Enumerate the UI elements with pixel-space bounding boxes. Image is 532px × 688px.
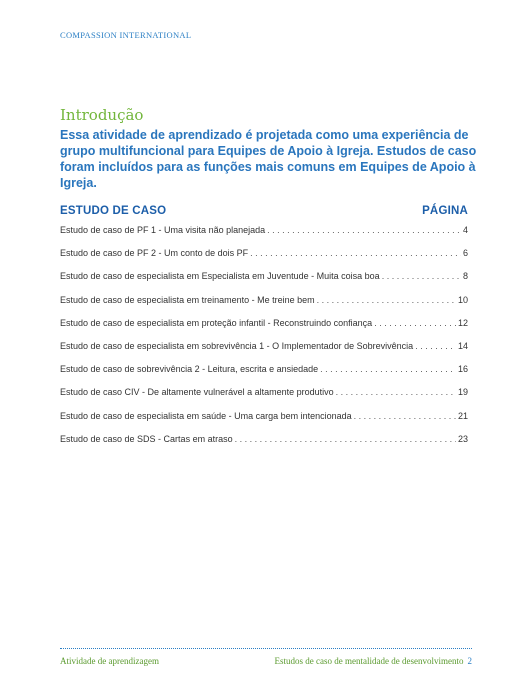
- toc-leader-dots: [415, 341, 456, 351]
- toc-entry-label: Estudo de caso de especialista em saúde - Uma carga bem intencionada: [60, 410, 352, 421]
- header-org: COMPASSION INTERNATIONAL: [60, 30, 192, 40]
- intro-title: Introdução: [60, 106, 144, 124]
- toc-entry-label: Estudo de caso de PF 2 - Um conto de dois PF: [60, 248, 249, 259]
- toc-leader-dots: [317, 295, 456, 305]
- toc-entry-page: 23: [457, 433, 468, 444]
- toc-entry[interactable]: [60, 387, 468, 410]
- toc-entry[interactable]: [60, 341, 468, 364]
- footer-page-number: 2: [467, 656, 472, 666]
- intro-text: Essa atividade de aprendizado é projetada como uma experiência de grupo multifuncional para Equipes de Apoio à Igreja. Estudos de caso foram incluídos para as funções mais comuns em Equipes de Apoio à Igreja.: [60, 128, 477, 190]
- toc-entry[interactable]: [60, 225, 468, 248]
- footer-divider: [60, 648, 472, 649]
- toc-leader-dots: [354, 411, 456, 421]
- toc-entry-page: 14: [457, 340, 468, 351]
- footer-right-text: Estudos de caso de mentalidade de desenvolvimento: [274, 656, 464, 666]
- toc-entry[interactable]: [60, 364, 468, 387]
- toc-entry-page: 19: [457, 387, 468, 398]
- toc-entry-page: 4: [462, 225, 468, 235]
- toc-col-page: PÁGINA: [422, 205, 468, 217]
- toc-entry[interactable]: [60, 271, 468, 294]
- toc-entry-label: Estudo de caso de especialista em Especialista em Juventude - Muita coisa boa: [60, 271, 380, 282]
- table-of-contents: [60, 225, 468, 457]
- toc-entry-label: Estudo de caso de sobrevivência 2 - Leitura, escrita e ansiedade: [60, 364, 319, 375]
- toc-entry-page: 16: [457, 364, 468, 375]
- toc-header: [60, 205, 468, 219]
- toc-leader-dots: [320, 364, 456, 374]
- toc-entry-label: Estudo de caso de PF 1 - Uma visita não planejada: [60, 225, 266, 235]
- footer-right: [275, 656, 472, 666]
- toc-leader-dots: [382, 271, 461, 281]
- toc-leader-dots: [250, 248, 461, 258]
- toc-entry[interactable]: [60, 248, 468, 271]
- toc-entry-label: Estudo de caso de SDS - Cartas em atraso: [60, 433, 233, 444]
- toc-entry-page: 21: [457, 410, 468, 421]
- toc-leader-dots: [336, 387, 456, 397]
- toc-col-case: ESTUDO DE CASO: [60, 205, 167, 217]
- toc-entry-page: 8: [462, 271, 468, 282]
- toc-leader-dots: [374, 318, 456, 328]
- toc-entry-label: Estudo de caso de especialista em sobrevivência 1 - O Implementador de Sobrevivência: [60, 340, 414, 351]
- toc-entry-label: Estudo de caso de especialista em proteção infantil - Reconstruindo confiança: [60, 317, 373, 328]
- toc-entry-page: 6: [462, 248, 468, 259]
- toc-leader-dots: [235, 434, 456, 444]
- toc-entry-page: 10: [457, 294, 468, 305]
- toc-entry-label: Estudo de caso CIV - De altamente vulnerável a altamente produtivo: [60, 387, 334, 398]
- toc-entry-label: Estudo de caso de especialista em treinamento - Me treine bem: [60, 294, 315, 305]
- toc-entry[interactable]: [60, 318, 468, 341]
- toc-entry[interactable]: [60, 434, 468, 457]
- toc-leader-dots: [267, 225, 461, 235]
- toc-entry[interactable]: [60, 295, 468, 318]
- toc-entry[interactable]: [60, 411, 468, 434]
- footer-left-text: Atividade de aprendizagem: [60, 656, 159, 666]
- toc-entry-page: 12: [457, 317, 468, 328]
